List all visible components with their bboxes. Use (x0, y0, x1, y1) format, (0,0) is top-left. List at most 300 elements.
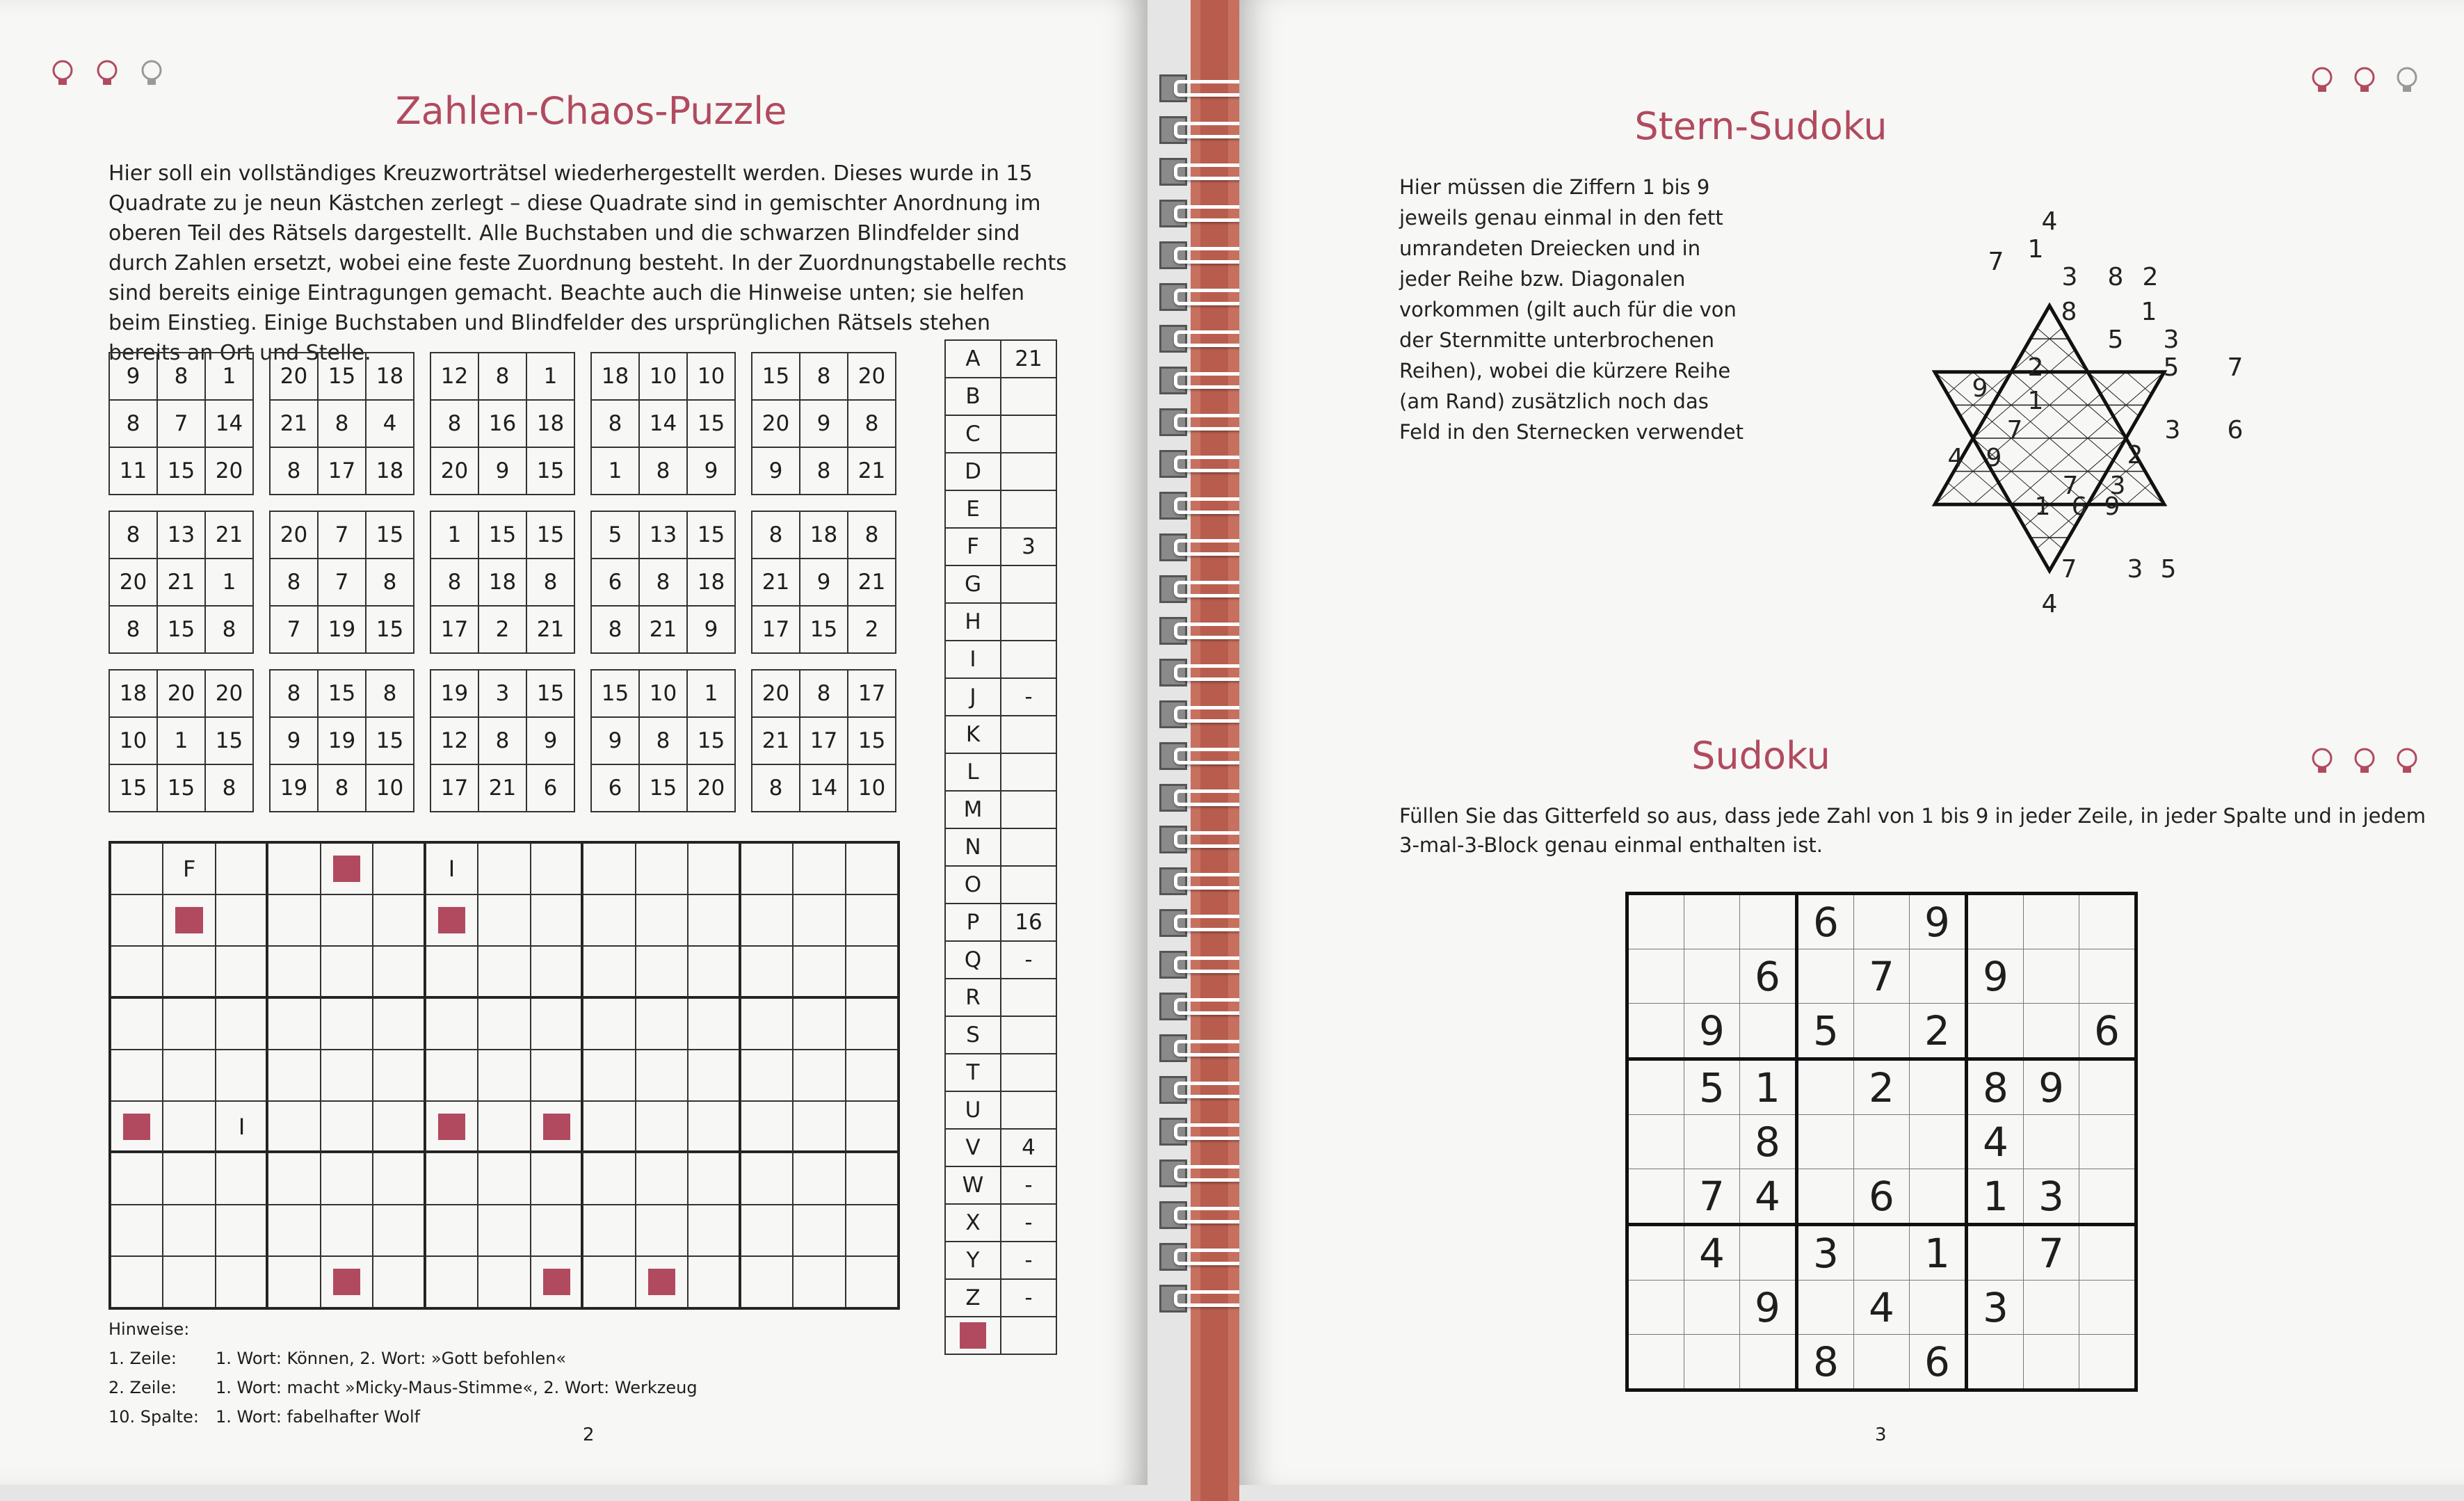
grid-cell[interactable] (846, 894, 898, 946)
grid-cell[interactable] (268, 1205, 320, 1256)
grid-cell[interactable] (111, 894, 163, 946)
sudoku-text-line: Füllen Sie das Gitterfeld so aus, dass jede Zahl von 1 bis 9 in jeder Zeile, in jeder Spalte und in jedem (1399, 804, 2426, 828)
grid-cell[interactable] (111, 843, 163, 894)
sudoku-cell: 7 (1854, 949, 1910, 1004)
grid-cell[interactable] (636, 843, 688, 894)
grid-cell[interactable] (846, 998, 898, 1050)
grid-cell[interactable] (111, 998, 163, 1050)
number-cell: 8 (109, 511, 157, 559)
assignment-value[interactable] (1001, 979, 1056, 1016)
grid-cell[interactable] (741, 1153, 793, 1204)
number-cell: 15 (318, 670, 366, 717)
grid-cell[interactable] (793, 843, 845, 894)
grid-cell[interactable] (478, 843, 530, 894)
assignment-row (945, 378, 1056, 415)
sudoku-cell[interactable] (1684, 1115, 1740, 1169)
sudoku-cell: 4 (1967, 1115, 2024, 1169)
assignment-value[interactable] (1001, 1054, 1056, 1091)
grid-cell[interactable] (531, 998, 583, 1050)
sudoku-cell[interactable] (2079, 1169, 2136, 1225)
number-cell: 8 (270, 447, 318, 495)
sudoku-cell[interactable] (1854, 1225, 1910, 1281)
grid-cell[interactable] (793, 946, 845, 997)
grid-cell[interactable] (216, 894, 268, 946)
sudoku-cell[interactable] (1797, 1281, 1854, 1335)
sudoku-cell[interactable] (2079, 949, 2136, 1004)
number-cell: 20 (752, 670, 800, 717)
assignment-value[interactable] (1001, 1317, 1056, 1354)
assignment-value[interactable]: 21 (1001, 340, 1056, 378)
grid-cell[interactable] (268, 894, 320, 946)
grid-cell[interactable] (846, 1050, 898, 1101)
sudoku-cell: 2 (1854, 1059, 1910, 1115)
number-cell: 12 (430, 717, 478, 764)
number-cell: 8 (205, 606, 253, 653)
grid-cell[interactable] (268, 946, 320, 997)
assignment-letter: W (945, 1166, 1001, 1204)
grid-cell[interactable] (846, 843, 898, 894)
grid-cell[interactable] (426, 998, 478, 1050)
sudoku-cell[interactable] (1910, 1059, 1967, 1115)
number-block (430, 352, 575, 495)
grid-cell[interactable] (163, 1205, 215, 1256)
number-block (751, 352, 896, 495)
grid-cell[interactable] (688, 894, 740, 946)
grid-cell[interactable] (531, 1205, 583, 1256)
blind-field (333, 1269, 360, 1295)
grid-cell[interactable] (583, 843, 635, 894)
grid-cell[interactable] (793, 1101, 845, 1153)
assignment-value[interactable] (1001, 866, 1056, 904)
sudoku-cell[interactable] (1967, 1225, 2024, 1281)
sudoku-cell[interactable] (1910, 1115, 1967, 1169)
grid-cell[interactable] (373, 998, 425, 1050)
sudoku-cell[interactable] (2079, 1335, 2136, 1390)
assignment-value[interactable]: 4 (1001, 1129, 1056, 1166)
grid-cell[interactable] (373, 1050, 425, 1101)
sudoku-cell[interactable] (2079, 894, 2136, 949)
sudoku-cell[interactable] (1684, 1281, 1740, 1335)
grid-cell[interactable] (688, 1050, 740, 1101)
number-cell: 21 (270, 400, 318, 447)
assignment-value[interactable] (1001, 378, 1056, 415)
grid-cell[interactable] (216, 1050, 268, 1101)
number-cell: 18 (591, 353, 639, 400)
sudoku-cell[interactable] (1740, 894, 1797, 949)
assignment-value[interactable] (1001, 753, 1056, 791)
number-cell: 18 (526, 400, 574, 447)
assignment-row (945, 1016, 1056, 1054)
grid-cell[interactable] (793, 1205, 845, 1256)
number-cell: 9 (800, 559, 848, 606)
number-cell: 15 (526, 670, 574, 717)
assignment-value[interactable] (1001, 716, 1056, 753)
sudoku-cell[interactable] (1854, 1335, 1910, 1390)
grid-cell[interactable] (321, 1205, 373, 1256)
number-cell: 8 (526, 559, 574, 606)
sudoku-cell[interactable] (1684, 949, 1740, 1004)
grid-cell[interactable] (111, 946, 163, 997)
grid-cell[interactable] (531, 1153, 583, 1204)
grid-cell[interactable] (163, 1101, 215, 1153)
grid-cell[interactable] (268, 1101, 320, 1153)
sudoku-cell[interactable] (2024, 949, 2079, 1004)
star-text-line: (am Rand) zusätzlich noch das (1399, 390, 1709, 413)
grid-cell[interactable] (583, 1101, 635, 1153)
star-sudoku-title: Stern-Sudoku (1634, 104, 1887, 148)
grid-cell[interactable] (531, 1050, 583, 1101)
grid-cell[interactable] (216, 1256, 268, 1308)
assignment-value[interactable] (1001, 791, 1056, 828)
grid-cell[interactable] (216, 843, 268, 894)
grid-cell[interactable] (793, 894, 845, 946)
number-cell: 4 (366, 400, 414, 447)
assignment-value[interactable]: 3 (1001, 528, 1056, 565)
sudoku-cell[interactable] (2024, 894, 2079, 949)
grid-cell[interactable] (373, 1101, 425, 1153)
assignment-value[interactable]: - (1001, 1204, 1056, 1242)
star-digit: 7 (2061, 555, 2077, 584)
grid-cell[interactable] (268, 843, 320, 894)
crossword-grid[interactable] (108, 841, 900, 1310)
number-cell: 9 (478, 447, 526, 495)
grid-cell[interactable] (636, 946, 688, 997)
number-cell: 8 (639, 559, 687, 606)
grid-cell[interactable] (741, 894, 793, 946)
number-cell: 15 (687, 717, 735, 764)
number-cell: 15 (526, 447, 574, 495)
star-grid-line (2011, 188, 2373, 571)
sudoku-cell[interactable] (2079, 1115, 2136, 1169)
sudoku-row (1627, 949, 2136, 1004)
assignment-value[interactable] (1001, 1016, 1056, 1054)
sudoku-cell[interactable] (1627, 894, 1684, 949)
sudoku-cell[interactable] (2079, 1059, 2136, 1115)
blind-field (123, 1114, 150, 1140)
grid-cell[interactable] (478, 998, 530, 1050)
number-cell: 15 (318, 353, 366, 400)
sudoku-cell[interactable] (1854, 1115, 1910, 1169)
grid-cell[interactable] (793, 1050, 845, 1101)
number-block (590, 669, 736, 812)
sudoku-cell[interactable] (1740, 1004, 1797, 1059)
grid-cell[interactable] (793, 1153, 845, 1204)
assignment-row (945, 791, 1056, 828)
sudoku-cell[interactable] (1854, 1004, 1910, 1059)
grid-cell[interactable] (163, 998, 215, 1050)
star-digit: 5 (2163, 353, 2180, 382)
sudoku-cell[interactable] (1627, 949, 1684, 1004)
blind-field (333, 856, 360, 882)
grid-cell[interactable] (741, 843, 793, 894)
grid-cell[interactable] (478, 1050, 530, 1101)
grid-cell[interactable] (163, 946, 215, 997)
number-cell: 21 (752, 559, 800, 606)
grid-cell[interactable] (111, 1256, 163, 1308)
sudoku-cell[interactable] (1910, 1169, 1967, 1225)
sudoku-cell[interactable] (2024, 1004, 2079, 1059)
grid-cell[interactable] (583, 1153, 635, 1204)
number-cell: 6 (526, 764, 574, 812)
star-digit: 2 (2127, 441, 2143, 469)
grid-cell[interactable] (688, 1256, 740, 1308)
grid-cell[interactable] (531, 946, 583, 997)
assignment-value[interactable] (1001, 490, 1056, 528)
grid-cell[interactable] (636, 998, 688, 1050)
grid-cell[interactable] (636, 1153, 688, 1204)
assignment-value[interactable] (1001, 641, 1056, 678)
grid-cell[interactable] (688, 1101, 740, 1153)
grid-cell[interactable] (741, 946, 793, 997)
grid-cell[interactable] (741, 1205, 793, 1256)
sudoku-cell[interactable] (1797, 1169, 1854, 1225)
grid-cell[interactable] (583, 1205, 635, 1256)
assignment-value[interactable] (1001, 453, 1056, 490)
sudoku-cell[interactable] (2024, 1115, 2079, 1169)
star-text-line: Reihen), wobei die kürzere Reihe (1399, 359, 1731, 383)
number-cell: 10 (639, 670, 687, 717)
grid-cell[interactable] (268, 1050, 320, 1101)
number-cell: 8 (109, 400, 157, 447)
grid-cell[interactable] (426, 1153, 478, 1204)
sudoku-cell[interactable] (2024, 1335, 2079, 1390)
grid-cell[interactable] (741, 1101, 793, 1153)
grid-cell[interactable] (216, 946, 268, 997)
grid-cell[interactable] (216, 1205, 268, 1256)
grid-cell[interactable] (583, 998, 635, 1050)
grid-cell[interactable] (163, 1256, 215, 1308)
grid-cell[interactable] (478, 1256, 530, 1308)
grid-cell[interactable] (426, 1205, 478, 1256)
grid-cell[interactable] (163, 1050, 215, 1101)
assignment-row (945, 453, 1056, 490)
sudoku-cell[interactable] (1627, 1335, 1684, 1390)
grid-cell[interactable] (583, 1256, 635, 1308)
sudoku-cell[interactable] (1854, 894, 1910, 949)
assignment-value[interactable] (1001, 828, 1056, 866)
sudoku-cell[interactable] (1627, 1115, 1684, 1169)
assignment-row (945, 1204, 1056, 1242)
grid-cell[interactable] (688, 1205, 740, 1256)
grid-cell[interactable] (741, 1256, 793, 1308)
number-cell: 15 (366, 511, 414, 559)
number-cell: 17 (752, 606, 800, 653)
sudoku-cell: 9 (1740, 1281, 1797, 1335)
number-block (430, 511, 575, 654)
sudoku-cell: 5 (1684, 1059, 1740, 1115)
grid-cell[interactable] (531, 843, 583, 894)
grid-cell[interactable] (111, 1205, 163, 1256)
assignment-value[interactable] (1001, 565, 1056, 603)
star-text-line: umrandeten Dreiecken und in (1399, 236, 1701, 260)
assignment-row (945, 1166, 1056, 1204)
sudoku-cell: 2 (1910, 1004, 1967, 1059)
grid-cell[interactable] (793, 998, 845, 1050)
star-digit: 9 (1972, 374, 1988, 403)
grid-cell[interactable] (373, 1153, 425, 1204)
star-grid-line (2011, 188, 2373, 571)
sudoku-row (1627, 1004, 2136, 1059)
number-cell: 20 (270, 511, 318, 559)
grid-cell[interactable] (478, 894, 530, 946)
sudoku-cell[interactable] (1684, 1335, 1740, 1390)
sudoku-cell[interactable] (1627, 1004, 1684, 1059)
grid-cell[interactable] (111, 1050, 163, 1101)
grid-cell[interactable] (373, 894, 425, 946)
sudoku-cell[interactable] (1910, 949, 1967, 1004)
sudoku-cell[interactable] (1967, 1004, 2024, 1059)
number-cell: 8 (478, 353, 526, 400)
grid-cell[interactable] (426, 1256, 478, 1308)
grid-cell[interactable] (268, 1256, 320, 1308)
grid-cell[interactable] (846, 946, 898, 997)
grid-cell[interactable] (688, 946, 740, 997)
grid-cell[interactable] (583, 946, 635, 997)
grid-cell[interactable] (636, 1101, 688, 1153)
grid-cell[interactable] (321, 1153, 373, 1204)
grid-cell[interactable] (373, 1205, 425, 1256)
sudoku-cell[interactable] (1627, 1225, 1684, 1281)
grid-cell[interactable] (846, 1153, 898, 1204)
number-cell: 20 (848, 353, 896, 400)
number-cell: 12 (430, 353, 478, 400)
grid-cell[interactable] (478, 1153, 530, 1204)
assignment-value[interactable]: - (1001, 1279, 1056, 1317)
grid-cell[interactable] (688, 998, 740, 1050)
sudoku-cell[interactable] (1910, 1281, 1967, 1335)
sudoku-cell[interactable] (1627, 1169, 1684, 1225)
grid-cell[interactable] (688, 843, 740, 894)
assignment-value[interactable]: - (1001, 1242, 1056, 1279)
star-digit: 2 (2027, 353, 2044, 382)
assignment-value[interactable]: - (1001, 941, 1056, 979)
hint-label: 10. Spalte: (108, 1407, 199, 1427)
grid-cell[interactable] (321, 894, 373, 946)
grid-cell[interactable] (111, 1153, 163, 1204)
assignment-value[interactable] (1001, 603, 1056, 641)
number-cell: 10 (639, 353, 687, 400)
lightbulb-icon (2393, 65, 2421, 93)
assignment-value[interactable]: - (1001, 1166, 1056, 1204)
grid-cell[interactable] (636, 1205, 688, 1256)
sudoku-cell[interactable] (2079, 1225, 2136, 1281)
sudoku-cell[interactable] (1627, 1281, 1684, 1335)
grid-cell[interactable] (373, 1256, 425, 1308)
star-digit: 1 (2034, 492, 2051, 521)
grid-cell[interactable] (426, 946, 478, 997)
sudoku-cell: 1 (1740, 1059, 1797, 1115)
sudoku-cell[interactable] (1967, 1335, 2024, 1390)
assignment-value[interactable]: - (1001, 678, 1056, 716)
sudoku-cell[interactable] (1797, 1059, 1854, 1115)
grid-cell[interactable] (741, 998, 793, 1050)
grid-cell[interactable] (636, 894, 688, 946)
grid-cell[interactable] (321, 946, 373, 997)
number-cell: 9 (526, 717, 574, 764)
sudoku-row (1627, 1335, 2136, 1390)
grid-cell[interactable] (846, 1101, 898, 1153)
grid-cell[interactable] (373, 946, 425, 997)
grid-cell[interactable] (531, 894, 583, 946)
grid-cell[interactable] (268, 998, 320, 1050)
grid-cell[interactable] (216, 1153, 268, 1204)
number-cell: 15 (591, 670, 639, 717)
sudoku-cell[interactable] (1740, 1225, 1797, 1281)
blind-field-swatch (945, 1317, 1001, 1354)
grid-cell[interactable] (163, 1153, 215, 1204)
grid-cell[interactable] (478, 946, 530, 997)
grid-cell[interactable] (478, 1205, 530, 1256)
sudoku-cell: 3 (1797, 1225, 1854, 1281)
grid-cell[interactable] (373, 843, 425, 894)
lightbulb-icon (2351, 65, 2378, 93)
number-cell: 15 (109, 764, 157, 812)
grid-cell[interactable] (426, 1050, 478, 1101)
grid-cell[interactable] (636, 1050, 688, 1101)
grid-cell[interactable] (688, 1153, 740, 1204)
grid-cell[interactable] (321, 1101, 373, 1153)
assignment-row (945, 678, 1056, 716)
assignment-value[interactable] (1001, 415, 1056, 453)
number-cell: 15 (157, 606, 205, 653)
star-text-line: jeweils genau einmal in den fett (1399, 206, 1723, 230)
grid-cell[interactable] (321, 998, 373, 1050)
sudoku-cell[interactable] (1740, 1335, 1797, 1390)
grid-cell[interactable] (478, 1101, 530, 1153)
number-cell: 19 (270, 764, 318, 812)
sudoku-row (1627, 1281, 2136, 1335)
sudoku-cell[interactable] (1684, 894, 1740, 949)
grid-cell[interactable] (583, 894, 635, 946)
grid-cell[interactable] (793, 1256, 845, 1308)
number-block (269, 511, 414, 654)
number-cell: 17 (848, 670, 896, 717)
sudoku-cell: 6 (1854, 1169, 1910, 1225)
grid-cell[interactable] (268, 1153, 320, 1204)
number-cell: 1 (157, 717, 205, 764)
number-cell: 8 (800, 447, 848, 495)
sudoku-cell[interactable] (1797, 949, 1854, 1004)
assignment-letter: X (945, 1204, 1001, 1242)
number-cell: 20 (109, 559, 157, 606)
lightbulb-icon (2393, 746, 2421, 774)
sudoku-cell[interactable] (2024, 1281, 2079, 1335)
number-cell: 8 (752, 764, 800, 812)
number-cell: 18 (109, 670, 157, 717)
grid-cell[interactable] (846, 1256, 898, 1308)
sudoku-cell[interactable] (2079, 1281, 2136, 1335)
sudoku-cell[interactable] (1797, 1115, 1854, 1169)
grid-cell[interactable] (583, 1050, 635, 1101)
star-sudoku-grid[interactable] (1726, 188, 2373, 689)
number-cell: 8 (639, 447, 687, 495)
sudoku-cell[interactable] (1967, 894, 2024, 949)
star-grid-line (2050, 188, 2373, 571)
grid-cell[interactable] (741, 1050, 793, 1101)
sudoku-cell[interactable] (1627, 1059, 1684, 1115)
grid-cell[interactable] (321, 1050, 373, 1101)
assignment-letter: A (945, 340, 1001, 378)
assignment-value[interactable] (1001, 1091, 1056, 1129)
grid-cell[interactable] (216, 998, 268, 1050)
number-cell: 15 (478, 511, 526, 559)
number-cell: 21 (752, 717, 800, 764)
grid-cell[interactable] (846, 1205, 898, 1256)
assignment-row (945, 716, 1056, 753)
assignment-value[interactable]: 16 (1001, 904, 1056, 941)
number-cell: 20 (205, 447, 253, 495)
sudoku-grid[interactable] (1625, 892, 2138, 1392)
